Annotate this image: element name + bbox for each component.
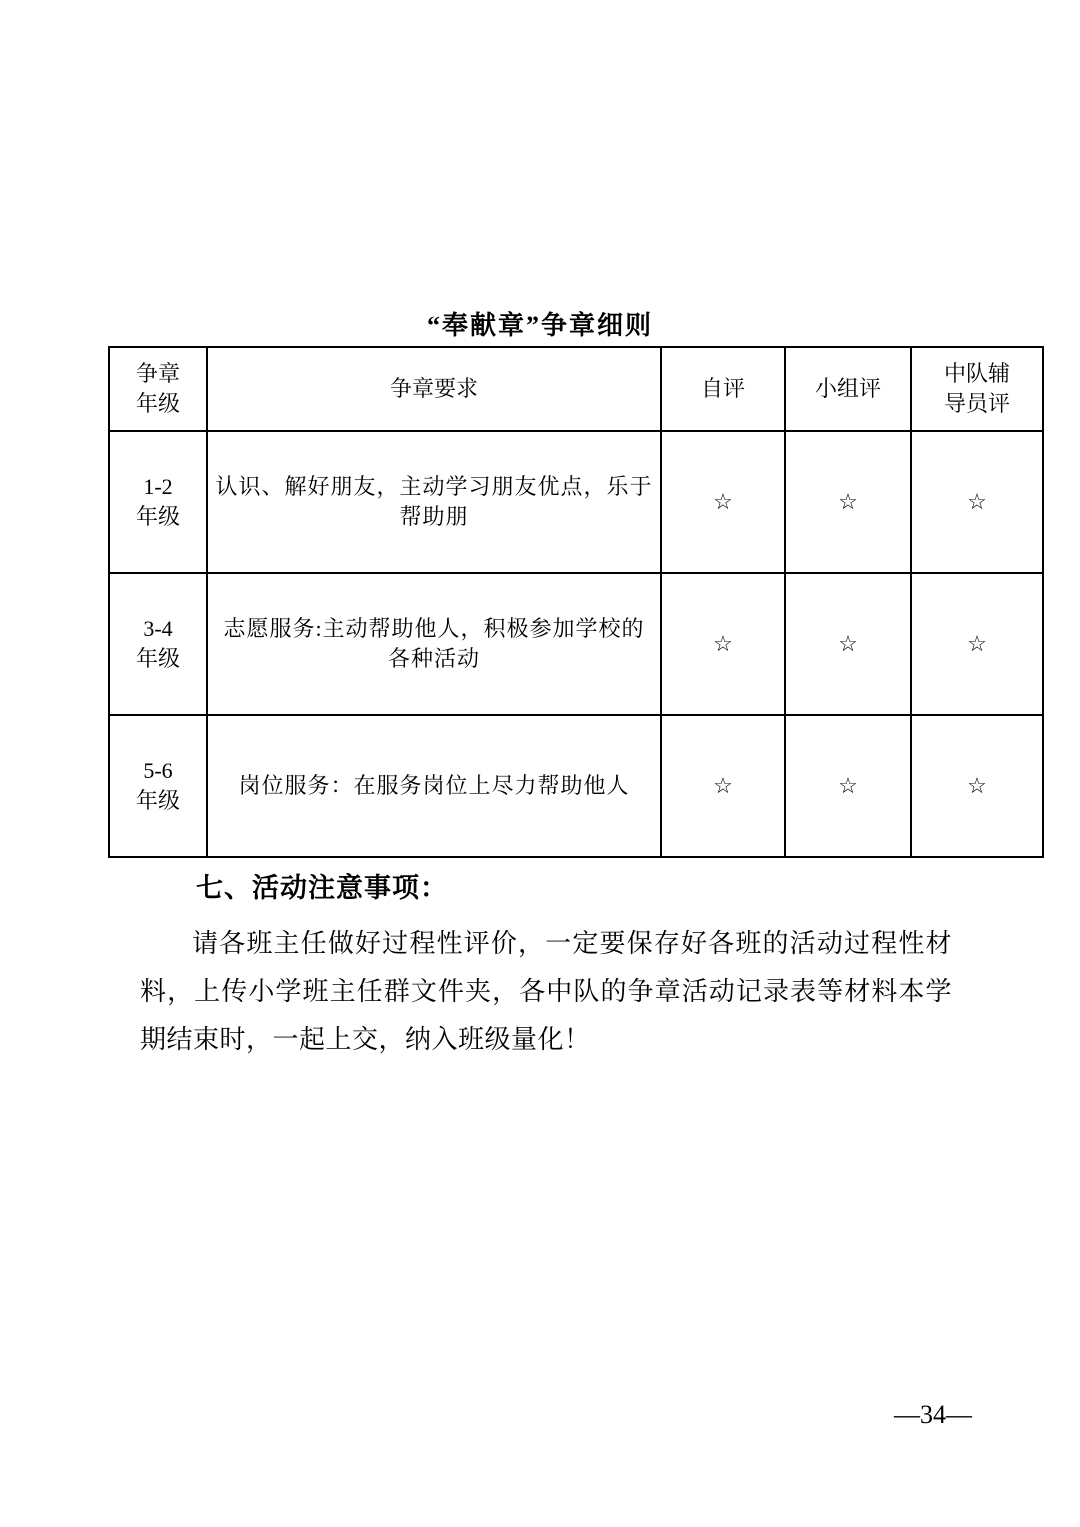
cell-requirement: 志愿服务:主动帮助他人，积极参加学校的各种活动 — [207, 573, 661, 715]
table-header — [109, 347, 1043, 431]
cell-grade — [109, 573, 207, 715]
header-grade-line1: 争章 — [135, 361, 180, 387]
table-row — [109, 715, 1043, 857]
cell-group-eval-star: ☆ — [785, 431, 911, 573]
cell-self-eval-star: ☆ — [661, 573, 785, 715]
cell-coach-eval-star: ☆ — [911, 715, 1043, 857]
header-cell-group-eval: 小组评 — [785, 347, 911, 431]
header-cell-grade — [109, 347, 207, 431]
table-row — [109, 431, 1043, 573]
page-title: “奉献章”争章细则 — [426, 311, 653, 340]
header-coach-line2: 导员评 — [943, 391, 1010, 416]
cell-grade — [109, 715, 207, 857]
grade-line1: 3-4 — [143, 616, 173, 642]
header-coach-line1: 中队辅 — [943, 361, 1010, 387]
cell-self-eval-star: ☆ — [661, 715, 785, 857]
cell-group-eval-star: ☆ — [785, 573, 911, 715]
header-cell-coach-eval — [911, 347, 1043, 431]
table-body — [109, 431, 1043, 857]
header-cell-self-eval: 自评 — [661, 347, 785, 431]
grade-line1: 1-2 — [143, 474, 173, 500]
cell-grade — [109, 431, 207, 573]
cell-self-eval-star: ☆ — [661, 431, 785, 573]
table-row — [109, 573, 1043, 715]
header-grade-line2: 年级 — [135, 391, 180, 416]
section-paragraph: 请各班主任做好过程性评价，一定要保存好各班的活动过程性材料，上传小学班主任群文件夹，各中队的争章活动记录表等材料本学期结束时，一起上交，纳入班级量化！ — [140, 929, 952, 1054]
grade-line2: 年级 — [135, 646, 180, 671]
grade-line2: 年级 — [135, 788, 180, 813]
cell-group-eval-star: ☆ — [785, 715, 911, 857]
grade-line2: 年级 — [135, 504, 180, 529]
page-number: —34— — [894, 1400, 972, 1429]
zhangzhang-rules-table — [108, 346, 1044, 858]
cell-requirement: 岗位服务：在服务岗位上尽力帮助他人 — [207, 715, 661, 857]
cell-requirement: 认识、解好朋友，主动学习朋友优点，乐于帮助朋 — [207, 431, 661, 573]
cell-coach-eval-star: ☆ — [911, 573, 1043, 715]
section-heading: 七、活动注意事项： — [196, 873, 448, 903]
grade-line1: 5-6 — [143, 758, 173, 784]
cell-coach-eval-star: ☆ — [911, 431, 1043, 573]
table-header-row — [109, 347, 1043, 431]
header-cell-requirement: 争章要求 — [207, 347, 661, 431]
